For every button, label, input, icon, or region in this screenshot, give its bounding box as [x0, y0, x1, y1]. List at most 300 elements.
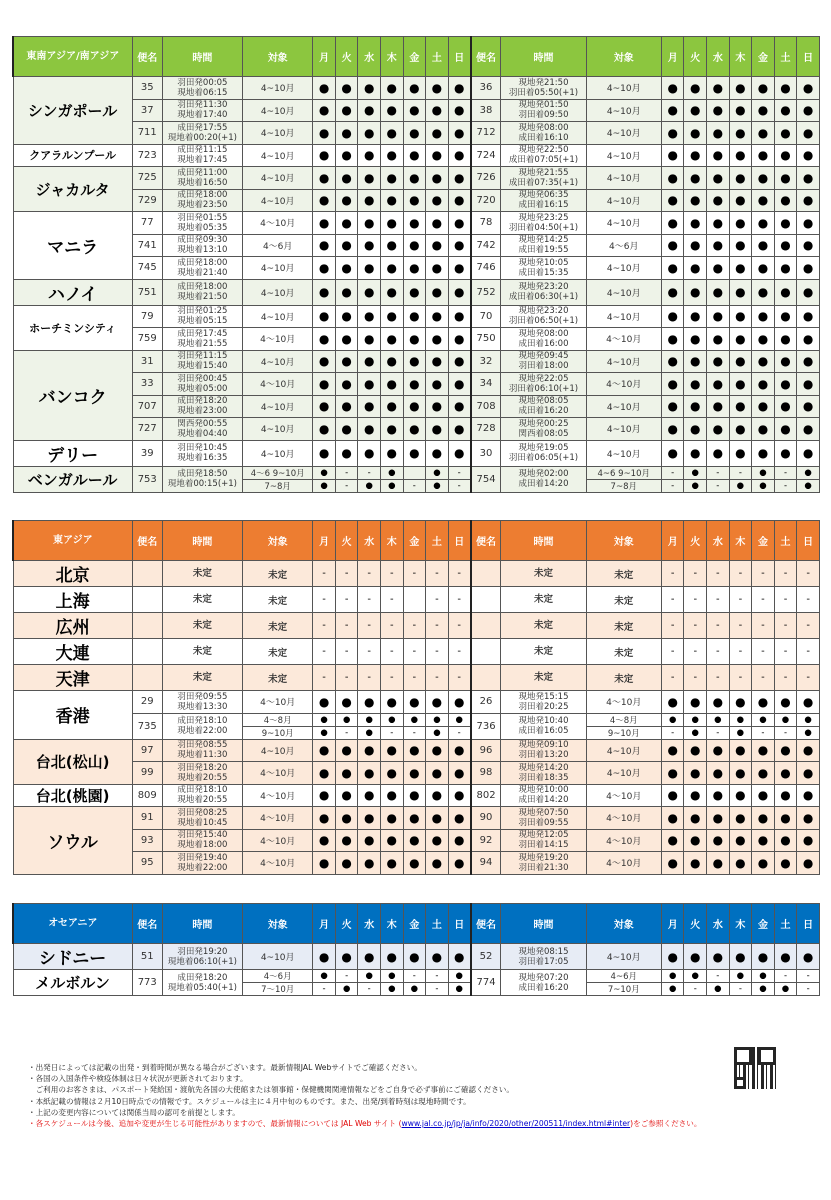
- day-operation: -: [752, 639, 775, 665]
- day-operation: -: [403, 561, 426, 587]
- flight-number: 29: [132, 691, 162, 714]
- time-line: 羽田着17:05: [518, 956, 569, 967]
- day-operation: -: [448, 665, 471, 691]
- day-header: 火: [684, 37, 707, 77]
- flight-number: 751: [132, 279, 162, 305]
- flight-number: 39: [132, 440, 162, 466]
- day-operation: ●: [403, 762, 426, 785]
- time-line: 羽田着09:50: [518, 110, 569, 121]
- day-operation: ●: [774, 762, 797, 785]
- day-header: 木: [729, 521, 752, 561]
- day-operation: ●: [752, 189, 775, 212]
- day-operation: ●: [774, 395, 797, 418]
- day-operation: ●: [661, 328, 684, 351]
- day-operation: ●: [358, 691, 381, 714]
- time-header: 時間: [162, 37, 242, 77]
- day-operation: ●: [684, 944, 707, 970]
- city-name: ハノイ: [13, 279, 132, 305]
- flight-number: 725: [132, 167, 162, 190]
- day-header: 月: [313, 904, 336, 944]
- time-line: 成田着15:35: [518, 267, 569, 278]
- day-header: 土: [774, 521, 797, 561]
- day-operation: -: [684, 665, 707, 691]
- day-operation: -: [707, 613, 730, 639]
- time-line: 現地発01:50: [518, 100, 569, 111]
- period-header: 対象: [586, 904, 661, 944]
- flight-time: [501, 762, 586, 785]
- day-operation: ●: [358, 418, 381, 441]
- table-row: [13, 784, 820, 807]
- service-period: 4～8月: [586, 713, 661, 726]
- time-line: 羽田着05:50(+1): [508, 87, 579, 98]
- flight-number: 32: [471, 350, 501, 373]
- city-name: ベンガルール: [13, 466, 132, 492]
- flight-number: 92: [471, 829, 501, 852]
- day-operation: -: [426, 587, 449, 613]
- day-operation: -: [797, 983, 820, 996]
- time-line: 成田発18:00: [177, 282, 228, 292]
- day-operation: -: [707, 587, 730, 613]
- day-operation: ●: [752, 418, 775, 441]
- day-header: 金: [752, 521, 775, 561]
- day-operation: -: [313, 983, 336, 996]
- time-line: 現地着22:00: [177, 726, 228, 736]
- day-operation: ●: [335, 234, 358, 257]
- day-operation: -: [403, 479, 426, 492]
- day-operation: ●: [729, 970, 752, 983]
- city-name: シドニー: [13, 944, 132, 970]
- day-operation: ●: [426, 807, 449, 830]
- day-operation: ●: [381, 189, 404, 212]
- day-operation: ●: [381, 829, 404, 852]
- table-row: [13, 561, 820, 587]
- day-operation: ●: [448, 212, 471, 235]
- time-line: 現地着06:15: [177, 87, 228, 98]
- time-line: 現地着05:15: [177, 316, 228, 327]
- time-line: 羽田着06:10(+1): [508, 383, 579, 394]
- day-operation: ●: [661, 829, 684, 852]
- day-operation: -: [774, 587, 797, 613]
- table-row: [13, 305, 820, 328]
- day-operation: ●: [358, 440, 381, 466]
- day-operation: -: [381, 561, 404, 587]
- service-period: 4~6月: [586, 970, 661, 983]
- day-operation: ●: [403, 350, 426, 373]
- time-line: 成田着16:05: [518, 726, 569, 736]
- day-operation: ●: [752, 829, 775, 852]
- flight-number: 753: [132, 466, 162, 492]
- day-operation: ●: [752, 762, 775, 785]
- day-operation: ●: [426, 784, 449, 807]
- day-operation: ●: [797, 691, 820, 714]
- day-operation: ●: [403, 784, 426, 807]
- day-operation: ●: [752, 944, 775, 970]
- time-line: 成田着19:55: [518, 245, 569, 256]
- day-operation: -: [313, 587, 336, 613]
- day-operation: -: [381, 726, 404, 739]
- day-operation: ●: [707, 212, 730, 235]
- day-operation: ●: [381, 373, 404, 396]
- day-header: 木: [729, 904, 752, 944]
- day-operation: -: [358, 983, 381, 996]
- flight-time: [501, 350, 586, 373]
- day-operation: ●: [797, 713, 820, 726]
- day-operation: ●: [797, 279, 820, 305]
- day-operation: ●: [774, 829, 797, 852]
- flight-time: [162, 739, 242, 762]
- flight-number: 97: [132, 739, 162, 762]
- table-row: [13, 279, 820, 305]
- flight-number: 36: [471, 77, 501, 100]
- day-operation: ●: [729, 328, 752, 351]
- day-operation: -: [707, 970, 730, 983]
- day-operation: ●: [729, 167, 752, 190]
- day-header: 金: [403, 37, 426, 77]
- flight-number: 809: [132, 784, 162, 807]
- day-operation: ●: [797, 234, 820, 257]
- day-operation: -: [426, 639, 449, 665]
- flight-time: [501, 944, 586, 970]
- service-period: 7～10月: [243, 983, 313, 996]
- day-operation: ●: [729, 829, 752, 852]
- time-line: 現地発09:10: [518, 740, 569, 751]
- time-line: 現地着20:55: [177, 772, 228, 783]
- day-operation: ●: [774, 234, 797, 257]
- day-operation: ●: [335, 212, 358, 235]
- service-period: 4～10月: [243, 829, 313, 852]
- time-line: 現地発08:15: [518, 946, 569, 957]
- day-header: 月: [313, 521, 336, 561]
- day-operation: ●: [313, 970, 336, 983]
- day-operation: ●: [426, 144, 449, 167]
- day-operation: ●: [797, 350, 820, 373]
- day-operation: ●: [774, 784, 797, 807]
- time-line: 未定: [533, 593, 553, 605]
- day-operation: ●: [684, 144, 707, 167]
- day-operation: ●: [358, 77, 381, 100]
- day-operation: ●: [358, 829, 381, 852]
- day-operation: ●: [335, 784, 358, 807]
- day-operation: ●: [448, 77, 471, 100]
- day-header: 火: [335, 521, 358, 561]
- time-line: 未定: [533, 645, 553, 657]
- flight-number: 759: [132, 328, 162, 351]
- day-operation: ●: [661, 807, 684, 830]
- day-operation: ●: [797, 807, 820, 830]
- schedule-table-1: [12, 520, 820, 875]
- day-operation: ●: [335, 713, 358, 726]
- note-5: ・上記の変更内容については関係当局の認可を前提とします。: [28, 1107, 240, 1117]
- time-line: 成田着16:10: [518, 132, 569, 143]
- day-operation: ●: [752, 691, 775, 714]
- time-line: 関西発00:55: [177, 418, 228, 429]
- day-operation: ●: [403, 944, 426, 970]
- day-operation: ●: [358, 970, 381, 983]
- day-header: 月: [661, 904, 684, 944]
- city-name: 台北(桃園): [13, 784, 132, 807]
- time-line: 未定: [533, 671, 553, 683]
- time-line: 未定: [192, 645, 212, 657]
- day-operation: ●: [426, 279, 449, 305]
- time-line: 未定: [192, 567, 212, 579]
- flight-time: [501, 613, 586, 639]
- day-header: 日: [448, 521, 471, 561]
- day-operation: ●: [426, 466, 449, 479]
- day-operation: ●: [684, 395, 707, 418]
- day-operation: ●: [774, 944, 797, 970]
- time-line: 成田着16:20: [518, 406, 569, 417]
- time-line: 成田着14:20: [518, 479, 569, 489]
- flight-number: 33: [132, 373, 162, 396]
- day-operation: -: [707, 561, 730, 587]
- time-line: 現地発10:05: [518, 257, 569, 268]
- day-operation: ●: [774, 350, 797, 373]
- day-operation: ●: [381, 807, 404, 830]
- day-operation: -: [752, 561, 775, 587]
- day-header: 日: [448, 904, 471, 944]
- day-operation: ●: [729, 944, 752, 970]
- day-operation: ●: [797, 726, 820, 739]
- day-operation: ●: [426, 440, 449, 466]
- day-operation: -: [707, 639, 730, 665]
- flight-time: [162, 418, 242, 441]
- flight-number: 707: [132, 395, 162, 418]
- day-operation: ●: [797, 189, 820, 212]
- service-period: 未定: [243, 639, 313, 665]
- flight-header: 便名: [471, 904, 501, 944]
- service-period: 4~10月: [586, 440, 661, 466]
- day-operation: ●: [707, 122, 730, 145]
- flight-number: [471, 665, 501, 691]
- day-operation: ●: [684, 440, 707, 466]
- day-operation: ●: [684, 122, 707, 145]
- day-operation: ●: [358, 807, 381, 830]
- day-operation: ●: [335, 373, 358, 396]
- day-operation: -: [448, 726, 471, 739]
- flight-number: [132, 639, 162, 665]
- time-line: 未定: [192, 671, 212, 683]
- day-operation: ●: [448, 279, 471, 305]
- day-operation: ●: [707, 762, 730, 785]
- day-operation: ●: [426, 257, 449, 280]
- time-line: 現地発19:05: [518, 443, 569, 453]
- day-header: 火: [684, 904, 707, 944]
- time-line: 現地着05:40(+1): [167, 982, 237, 993]
- time-line: 現地着11:30: [177, 750, 228, 761]
- day-operation: ●: [797, 762, 820, 785]
- day-operation: -: [335, 613, 358, 639]
- flight-number: 752: [471, 279, 501, 305]
- city-name: シンガポール: [13, 77, 132, 145]
- day-operation: ●: [729, 852, 752, 875]
- day-operation: ●: [426, 77, 449, 100]
- day-operation: ●: [335, 762, 358, 785]
- time-line: 現地着18:00: [177, 840, 228, 851]
- flight-number: 750: [471, 328, 501, 351]
- day-operation: ●: [661, 279, 684, 305]
- day-operation: -: [729, 466, 752, 479]
- service-period: 4～10月: [586, 807, 661, 830]
- flight-time: [162, 970, 242, 996]
- time-line: 羽田発18:20: [177, 762, 228, 773]
- day-operation: ●: [448, 970, 471, 983]
- day-operation: ●: [661, 739, 684, 762]
- day-operation: ●: [313, 739, 336, 762]
- day-operation: ●: [707, 829, 730, 852]
- day-operation: ●: [774, 328, 797, 351]
- service-period: 4~10月: [586, 122, 661, 145]
- day-operation: ●: [797, 99, 820, 122]
- flight-number: 34: [471, 373, 501, 396]
- flight-time: [162, 167, 242, 190]
- day-header: 木: [381, 37, 404, 77]
- day-header: 日: [797, 904, 820, 944]
- day-operation: -: [381, 639, 404, 665]
- flight-number: 720: [471, 189, 501, 212]
- day-operation: ●: [403, 373, 426, 396]
- day-operation: ●: [381, 944, 404, 970]
- day-operation: ●: [707, 440, 730, 466]
- flight-number: 773: [132, 970, 162, 996]
- day-operation: ●: [774, 852, 797, 875]
- time-line: 現地発23:20: [518, 282, 569, 292]
- day-operation: ●: [661, 418, 684, 441]
- day-operation: -: [335, 466, 358, 479]
- service-period: 未定: [586, 639, 661, 665]
- day-operation: ●: [684, 234, 707, 257]
- day-operation: ●: [313, 305, 336, 328]
- day-operation: ●: [403, 212, 426, 235]
- day-operation: ●: [797, 373, 820, 396]
- day-operation: ●: [358, 279, 381, 305]
- day-header: 土: [426, 37, 449, 77]
- time-line: 羽田着13:20: [518, 750, 569, 761]
- table-row: [13, 639, 820, 665]
- qr-code-icon[interactable]: [734, 1047, 776, 1089]
- day-operation: -: [707, 726, 730, 739]
- period-header: 対象: [586, 521, 661, 561]
- flight-time: [162, 613, 242, 639]
- day-operation: ●: [313, 479, 336, 492]
- flight-header: 便名: [132, 37, 162, 77]
- flight-time: [501, 418, 586, 441]
- flight-number: 96: [471, 739, 501, 762]
- day-operation: -: [426, 983, 449, 996]
- schedule-table-0: [12, 36, 820, 493]
- day-operation: ●: [774, 189, 797, 212]
- day-operation: ●: [358, 167, 381, 190]
- day-operation: ●: [774, 739, 797, 762]
- city-name: 香港: [13, 691, 132, 740]
- day-operation: -: [661, 726, 684, 739]
- day-operation: ●: [448, 807, 471, 830]
- table-row: [13, 829, 820, 852]
- day-operation: ●: [426, 305, 449, 328]
- day-operation: ●: [752, 350, 775, 373]
- flight-time: [501, 440, 586, 466]
- day-operation: ●: [774, 77, 797, 100]
- table-row: [13, 167, 820, 190]
- day-operation: ●: [729, 305, 752, 328]
- service-period: 4～10月: [586, 691, 661, 714]
- day-operation: ●: [707, 144, 730, 167]
- time-line: 羽田発19:20: [177, 946, 228, 957]
- flight-time: [501, 970, 586, 996]
- service-period: 4～6月: [243, 970, 313, 983]
- day-operation: ●: [752, 305, 775, 328]
- time-line: 成田発09:30: [177, 235, 228, 246]
- day-operation: ●: [403, 691, 426, 714]
- day-operation: ●: [661, 167, 684, 190]
- day-operation: ●: [707, 739, 730, 762]
- day-operation: ●: [403, 807, 426, 830]
- day-operation: ●: [797, 122, 820, 145]
- day-operation: ●: [335, 829, 358, 852]
- day-operation: -: [335, 587, 358, 613]
- flight-time: [501, 279, 586, 305]
- time-line: 羽田発00:05: [177, 77, 228, 88]
- flight-time: [162, 466, 242, 492]
- day-operation: ●: [335, 122, 358, 145]
- day-operation: ●: [403, 279, 426, 305]
- day-operation: ●: [448, 328, 471, 351]
- flight-header: 便名: [471, 521, 501, 561]
- day-operation: ●: [752, 373, 775, 396]
- day-operation: ●: [684, 479, 707, 492]
- time-line: 成田発18:10: [177, 785, 228, 796]
- day-operation: ●: [797, 305, 820, 328]
- day-operation: ●: [426, 852, 449, 875]
- day-operation: ●: [381, 762, 404, 785]
- time-line: 現地着05:00: [177, 383, 228, 394]
- service-period: 未定: [586, 587, 661, 613]
- day-operation: ●: [774, 144, 797, 167]
- time-line: 成田発18:00: [177, 190, 228, 201]
- day-header: 日: [448, 37, 471, 77]
- flight-time: [162, 328, 242, 351]
- day-operation: ●: [752, 328, 775, 351]
- day-operation: ●: [313, 189, 336, 212]
- time-line: 成田発17:45: [177, 328, 228, 339]
- day-operation: -: [313, 639, 336, 665]
- city-name: バンコク: [13, 350, 132, 440]
- day-operation: -: [426, 561, 449, 587]
- day-operation: ●: [381, 852, 404, 875]
- day-operation: ●: [448, 257, 471, 280]
- table-row: [13, 257, 820, 280]
- day-operation: ●: [426, 691, 449, 714]
- flight-time: [501, 373, 586, 396]
- flight-time: [162, 305, 242, 328]
- day-operation: ●: [358, 784, 381, 807]
- flight-number: 729: [132, 189, 162, 212]
- flight-number: 711: [132, 122, 162, 145]
- flight-number: [132, 587, 162, 613]
- day-operation: ●: [381, 395, 404, 418]
- day-operation: ●: [381, 234, 404, 257]
- region-header: オセアニア: [13, 904, 132, 944]
- day-operation: ●: [448, 944, 471, 970]
- day-operation: -: [358, 613, 381, 639]
- day-operation: ●: [661, 350, 684, 373]
- day-operation: ●: [381, 466, 404, 479]
- jal-info-link[interactable]: www.jal.co.jp/jp/ja/info/2020/other/200511/index.html#inter: [401, 1119, 631, 1129]
- day-operation: ●: [752, 77, 775, 100]
- day-operation: ●: [426, 350, 449, 373]
- day-operation: -: [661, 479, 684, 492]
- day-header: 水: [358, 521, 381, 561]
- time-line: 現地着16:50: [177, 177, 228, 188]
